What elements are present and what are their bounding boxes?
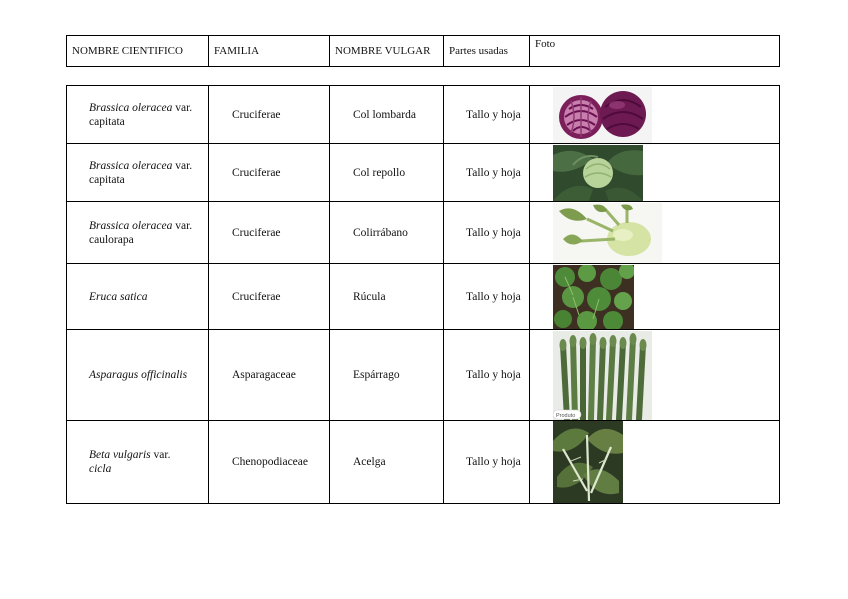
parts-used-cell: Tallo y hoja xyxy=(444,202,530,264)
photo-cell xyxy=(530,202,780,264)
green-cabbage-photo xyxy=(553,145,643,201)
variety: capitata xyxy=(89,115,125,128)
header-parts-used: Partes usadas xyxy=(444,36,530,67)
photo-cell xyxy=(530,330,780,421)
red-cabbage-photo xyxy=(553,87,652,143)
variety: caulorapa xyxy=(89,233,134,246)
parts-used-cell: Tallo y hoja xyxy=(444,330,530,421)
parts-used-cell: Tallo y hoja xyxy=(444,86,530,144)
parts-used-cell: Tallo y hoja xyxy=(444,421,530,504)
header-family: FAMILIA xyxy=(209,36,330,67)
photo-cell xyxy=(530,86,780,144)
genus-species: Brassica oleracea xyxy=(89,159,173,172)
variety: capitata xyxy=(89,173,125,186)
genus-species: Brassica oleracea xyxy=(89,219,173,232)
family-cell: Asparagaceae xyxy=(209,330,330,421)
asparagus-photo xyxy=(553,331,652,420)
family-cell: Cruciferae xyxy=(209,144,330,202)
taxon-rank: var. xyxy=(175,101,193,114)
scientific-name-cell xyxy=(67,421,209,504)
plants-table xyxy=(66,85,780,504)
table-row xyxy=(67,264,780,330)
family-cell: Cruciferae xyxy=(209,264,330,330)
genus-species: Beta vulgaris xyxy=(89,449,151,461)
family-cell: Chenopodiaceae xyxy=(209,421,330,504)
common-name-cell: Col lombarda xyxy=(330,86,444,144)
genus-species: Eruca satica xyxy=(89,290,148,303)
family-cell: Cruciferae xyxy=(209,86,330,144)
photo-cell xyxy=(530,421,780,504)
table-row xyxy=(67,86,780,144)
kohlrabi-photo xyxy=(553,203,662,263)
arugula-photo xyxy=(553,265,634,329)
scientific-name-cell xyxy=(67,144,209,202)
photo-cell xyxy=(530,144,780,202)
genus-species: Asparagus officinalis xyxy=(89,369,188,381)
header-table xyxy=(66,35,780,67)
common-name-cell: Colirrábano xyxy=(330,202,444,264)
genus-species: Brassica oleracea xyxy=(89,101,173,114)
common-name-cell: Rúcula xyxy=(330,264,444,330)
scientific-name-cell xyxy=(67,330,209,421)
parts-used-cell: Tallo y hoja xyxy=(444,264,530,330)
header-row xyxy=(67,36,780,67)
table-row xyxy=(67,202,780,264)
chard-photo xyxy=(553,421,623,503)
parts-used-cell: Tallo y hoja xyxy=(444,144,530,202)
header-scientific-name: NOMBRE CIENTIFICO xyxy=(67,36,209,67)
header-photo: Foto xyxy=(530,36,780,67)
common-name-cell: Col repollo xyxy=(330,144,444,202)
photo-cell xyxy=(530,264,780,330)
scientific-name-cell xyxy=(67,202,209,264)
header-common-name: NOMBRE VULGAR xyxy=(330,36,444,67)
taxon-rank: var. xyxy=(153,449,171,461)
table-row xyxy=(67,421,780,504)
table-row xyxy=(67,330,780,421)
scientific-name-cell xyxy=(67,86,209,144)
table-row xyxy=(67,144,780,202)
variety: cicla xyxy=(89,463,112,475)
family-cell: Cruciferae xyxy=(209,202,330,264)
taxon-rank: var. xyxy=(175,159,193,172)
product-badge-label: Produto xyxy=(556,412,576,419)
common-name-cell: Espárrago xyxy=(330,330,444,421)
taxon-rank: var. xyxy=(175,219,193,232)
common-name-cell: Acelga xyxy=(330,421,444,504)
scientific-name-cell xyxy=(67,264,209,330)
